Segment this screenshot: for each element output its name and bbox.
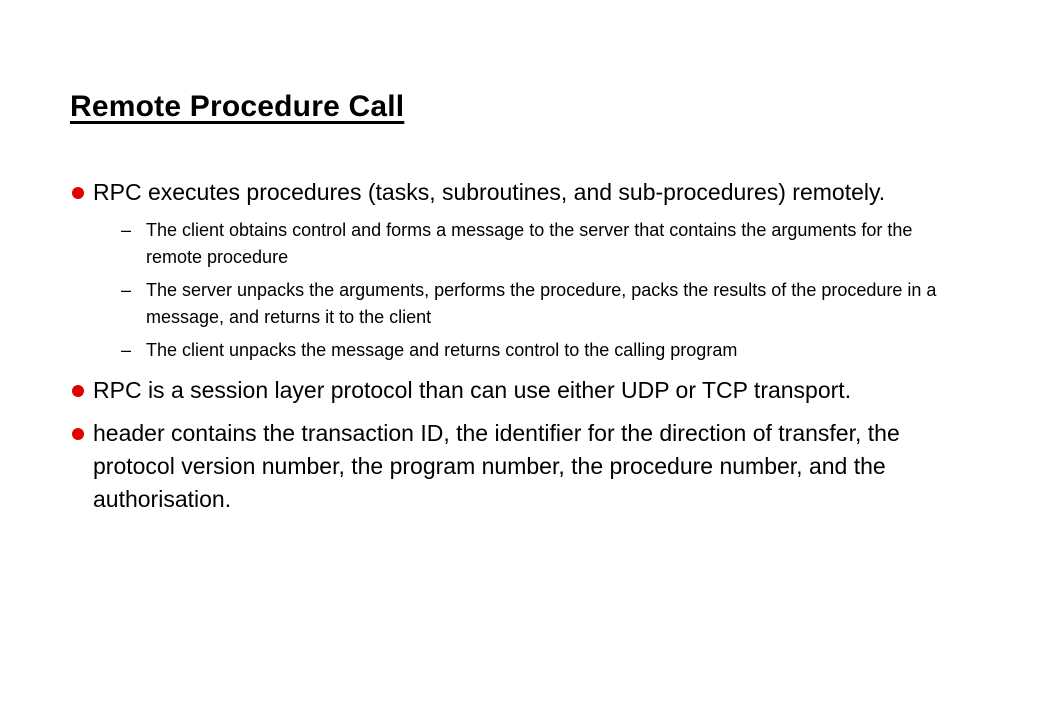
bullet-text: header contains the transaction ID, the identifier for the direction of transfer, the protocol version number, the program number, the procedure number, and the authorisation.	[93, 420, 900, 512]
sub-bullet-text: The client obtains control and forms a message to the server that contains the arguments for the remote procedure	[146, 220, 913, 267]
bullet-dot-icon	[72, 428, 84, 440]
bullet-item	[72, 417, 972, 516]
dash-icon: –	[121, 280, 132, 300]
bullet-text: RPC is a session layer protocol than can use either UDP or TCP transport.	[93, 377, 852, 403]
bullet-dot-icon	[72, 385, 84, 397]
sub-bullet-item	[93, 277, 972, 331]
sub-bullet-text: The server unpacks the arguments, performs the procedure, packs the results of the procedure in a message, and returns it to the client	[146, 280, 937, 327]
bullet-item	[72, 374, 972, 407]
sub-bullet-list	[93, 217, 972, 364]
sub-bullet-text: The client unpacks the message and returns control to the calling program	[146, 340, 738, 360]
slide-title: Remote Procedure Call	[70, 90, 405, 123]
dash-icon: –	[121, 340, 132, 360]
sub-bullet-item	[93, 217, 972, 271]
dash-icon: –	[121, 220, 132, 240]
bullet-list	[72, 176, 972, 526]
bullet-text: RPC executes procedures (tasks, subroutines, and sub-procedures) remotely.	[93, 179, 886, 205]
sub-bullet-item	[93, 337, 972, 364]
bullet-dot-icon	[72, 187, 84, 199]
bullet-item	[72, 176, 972, 364]
